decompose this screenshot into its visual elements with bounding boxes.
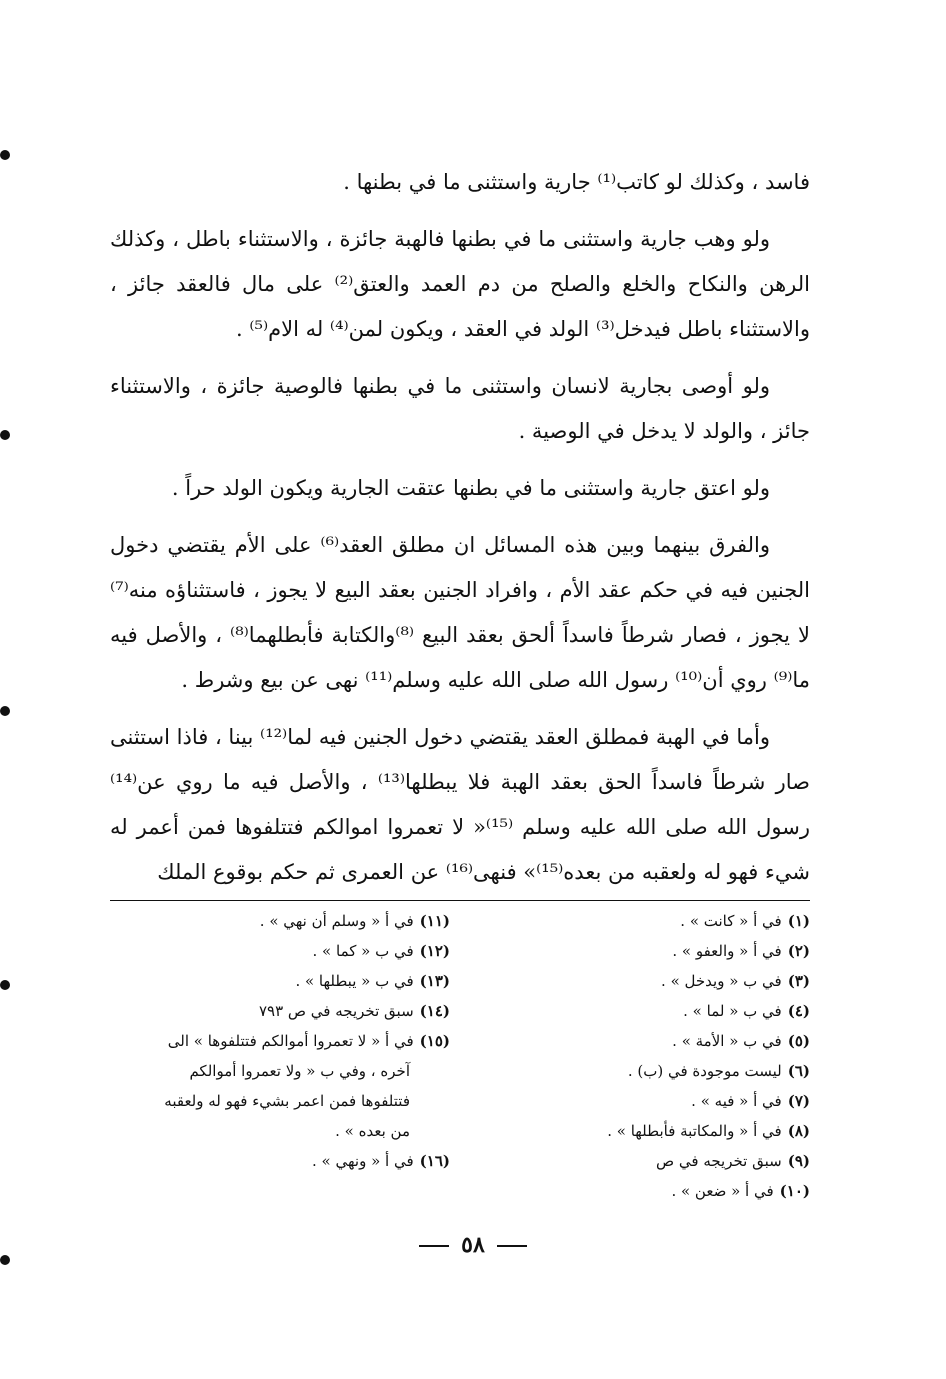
paragraph: ولو اعتق جارية واستثنى ما في بطنها عتقت الجارية ويكون الولد حراً .	[171, 476, 770, 500]
footnotes-left-column	[110, 906, 450, 1176]
footnote: (٨)في أ « والمكاتبة فأبطلها » .	[607, 1122, 810, 1140]
paragraph: والفرق بينهما وبين هذه المسائل ان مطلق العقد⁽⁶⁾ على الأم يقتضي دخول الجنين فيه في حكم عقد الأم ، وافراد الجنين بعقد البيع لا يجوز ، فاستثناؤه منه⁽⁷⁾ لا يجوز ، فصار شرطاً فاسداً ألحق بعقد البيع ⁽⁸⁾والكتابة فأبطلهما⁽⁸⁾ ، والأصل فيه ما⁽⁹⁾ روي أن⁽¹⁰⁾ رسول الله صلى الله عليه وسلم⁽¹¹⁾ نهى عن بيع وشرط .	[110, 533, 810, 692]
footnote: (١٦)في أ « ونهي » .	[312, 1152, 450, 1170]
paragraph: فاسد ، وكذلك لو كاتب⁽¹⁾ جارية واستثنى ما في بطنها .	[343, 170, 810, 194]
page-number	[0, 1232, 946, 1258]
page-number-dash	[497, 1245, 527, 1247]
footnote: (١٣)في ب « يبطلها » .	[295, 972, 450, 990]
paragraph: ولو أوصى بجارية لانسان واستثنى ما في بطنها فالوصية جائزة ، والاستثناء جائز ، والولد لا يدخل في الوصية .	[110, 374, 810, 443]
footnote: (١٥)في أ « لا تعمروا أموالكم فتتلفوها » الى	[167, 1032, 450, 1050]
footnote: (١٤)سبق تخريجه في ص ٧٩٣	[258, 1002, 450, 1020]
scan-edge-mark	[0, 430, 10, 440]
main-text	[110, 160, 810, 907]
footnote-divider	[110, 900, 810, 901]
footnotes-right-column	[480, 906, 810, 1206]
footnote: (١)في أ « كانت » .	[680, 912, 810, 930]
footnote-continuation: آخره ، وفي ب « ولا تعمروا أموالكم	[189, 1062, 410, 1080]
paragraph: ولو وهب جارية واستثنى ما في بطنها فالهبة جائزة ، والاستثناء باطل ، وكذلك الرهن والنكاح والخلع والصلح من دم العمد والعتق⁽²⁾ على مال فالعقد جائز ، والاستثناء باطل فيدخل⁽³⁾ الولد في العقد ، ويكون لمن⁽⁴⁾ له الام⁽⁵⁾ .	[110, 227, 810, 341]
scan-edge-mark	[0, 706, 10, 716]
scan-edge-mark	[0, 980, 10, 990]
page-number-value: ٥٨	[461, 1232, 485, 1258]
scan-edge-mark	[0, 150, 10, 160]
footnote: (٧)في أ « فيه » .	[691, 1092, 810, 1110]
footnote: (٩)سبق تخريجه في ص	[655, 1152, 810, 1170]
footnote: (٣)في ب « ويدخل » .	[661, 972, 810, 990]
footnote: (٤)في ب « لما » .	[683, 1002, 810, 1020]
footnote-continuation: من بعده » .	[335, 1122, 410, 1140]
footnote: (١١)في أ « وسلم أن نهي » .	[259, 912, 450, 930]
footnote-continuation: فتتلفوها فمن اعمر بشيء فهو له ولعقبه	[164, 1092, 410, 1110]
page-number-dash	[419, 1245, 449, 1247]
footnote: (١٠)في أ « ضعن » .	[671, 1182, 810, 1200]
footnote: (٢)في أ « والعفو » .	[672, 942, 810, 960]
footnote: (١٢)في ب « كما » .	[312, 942, 450, 960]
paragraph: وأما في الهبة فمطلق العقد يقتضي دخول الجنين فيه لما⁽¹²⁾ بينا ، فاذا استثنى صار شرطاً فاسداً الحق بعقد الهبة فلا يبطلها⁽¹³⁾ ، والأصل فيه ما روي عن⁽¹⁴⁾ رسول الله صلى الله عليه وسلم ⁽¹⁵⁾« لا تعمروا اموالكم فتتلفوها فمن أعمر له شيء فهو له ولعقبه من بعده⁽¹⁵⁾» فنهى⁽¹⁶⁾ عن العمرى ثم حكم بوقوع الملك	[110, 725, 810, 884]
footnote: (٦)ليست موجودة في (ب) .	[627, 1062, 810, 1080]
footnote: (٥)في ب « الأمة » .	[672, 1032, 810, 1050]
